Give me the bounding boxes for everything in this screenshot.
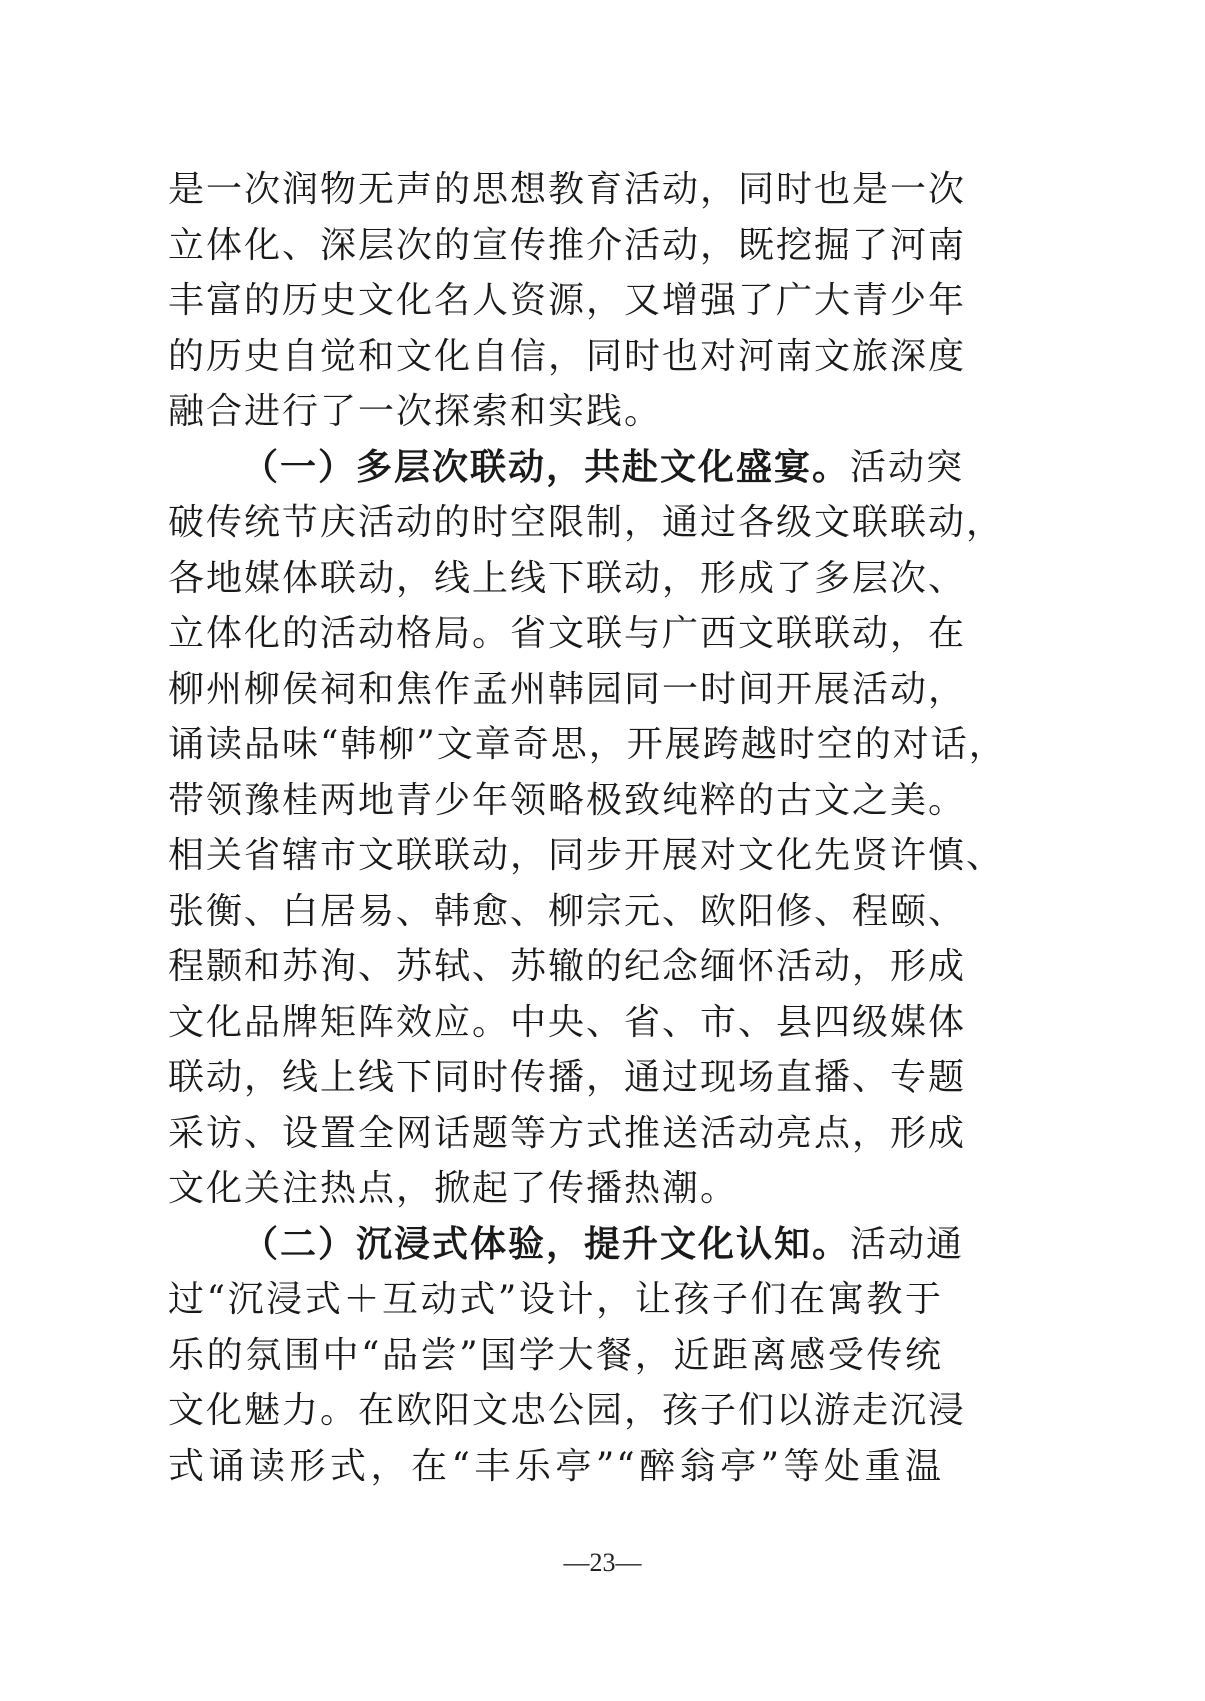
text-line: 程颢和苏洵、苏轼、苏辙的纪念缅怀活动，形成 (168, 946, 967, 987)
page-number: —23— (563, 1548, 642, 1577)
text-line: 立体化的活动格局。省文联与广西文联联动，在 (168, 613, 967, 654)
text-line: 丰富的历史文化名人资源，又增强了广大青少年 (168, 280, 967, 321)
text-line-first (168, 1217, 965, 1273)
text-line: 过“沉浸式＋互动式”设计，让孩子们在寓教于 (168, 1279, 943, 1320)
text-line: 张衡、白居易、韩愈、柳宗元、欧阳修、程颐、 (168, 890, 967, 932)
text-line: 诵读品味“韩柳”文章奇思，开展跨越时空的对话， (168, 724, 1007, 765)
text-line: 带领豫桂两地青少年领略极致纯粹的古文之美。 (168, 779, 967, 821)
text-line: 破传统节庆活动的时空限制，通过各级文联联动， (168, 502, 1005, 543)
paragraph-section-1 (168, 440, 1007, 1217)
text-line-first (168, 440, 965, 496)
text-line: 柳州柳侯祠和焦作孟州韩园同一时间开展活动， (168, 668, 967, 710)
paragraph-intro (168, 162, 967, 440)
text-fragment: 活动突 (850, 446, 965, 488)
text-line: 相关省辖市文联联动，同步开展对文化先贤许慎、 (168, 835, 1005, 876)
text-line: 文化魅力。在欧阳文忠公园，孩子们以游走沉浸 (168, 1390, 967, 1431)
document-body (168, 162, 1007, 1494)
text-line: 立体化、深层次的宣传推介活动，既挖掘了河南 (168, 224, 967, 266)
text-line: 是一次润物无声的思想教育活动，同时也是一次 (168, 169, 967, 210)
text-line: 融合进行了一次探索和实践。 (168, 391, 663, 432)
text-line: 各地媒体联动，线上线下联动，形成了多层次、 (168, 557, 967, 599)
text-line: 乐的氛围中“品尝”国学大餐，近距离感受传统 (168, 1334, 943, 1376)
section-heading-2: （二）沉浸式体验，提升文化认知。 (242, 1222, 851, 1265)
text-fragment: 活动通 (850, 1223, 965, 1265)
paragraph-section-2 (168, 1217, 967, 1495)
text-line: 文化品牌矩阵效应。中央、省、市、县四级媒体 (168, 1001, 967, 1043)
text-line: 的历史自觉和文化自信，同时也对河南文旅深度 (168, 335, 967, 377)
text-line: 式诵读形式，在“丰乐亭”“醉翁亭”等处重温 (168, 1445, 943, 1487)
section-heading-1: （一）多层次联动，共赴文化盛宴。 (242, 445, 851, 488)
text-line: 采访、设置全网话题等方式推送活动亮点，形成 (168, 1112, 967, 1154)
text-line: 文化关注热点，掀起了传播热潮。 (168, 1168, 739, 1209)
text-line: 联动，线上线下同时传播，通过现场直播、专题 (168, 1057, 967, 1098)
